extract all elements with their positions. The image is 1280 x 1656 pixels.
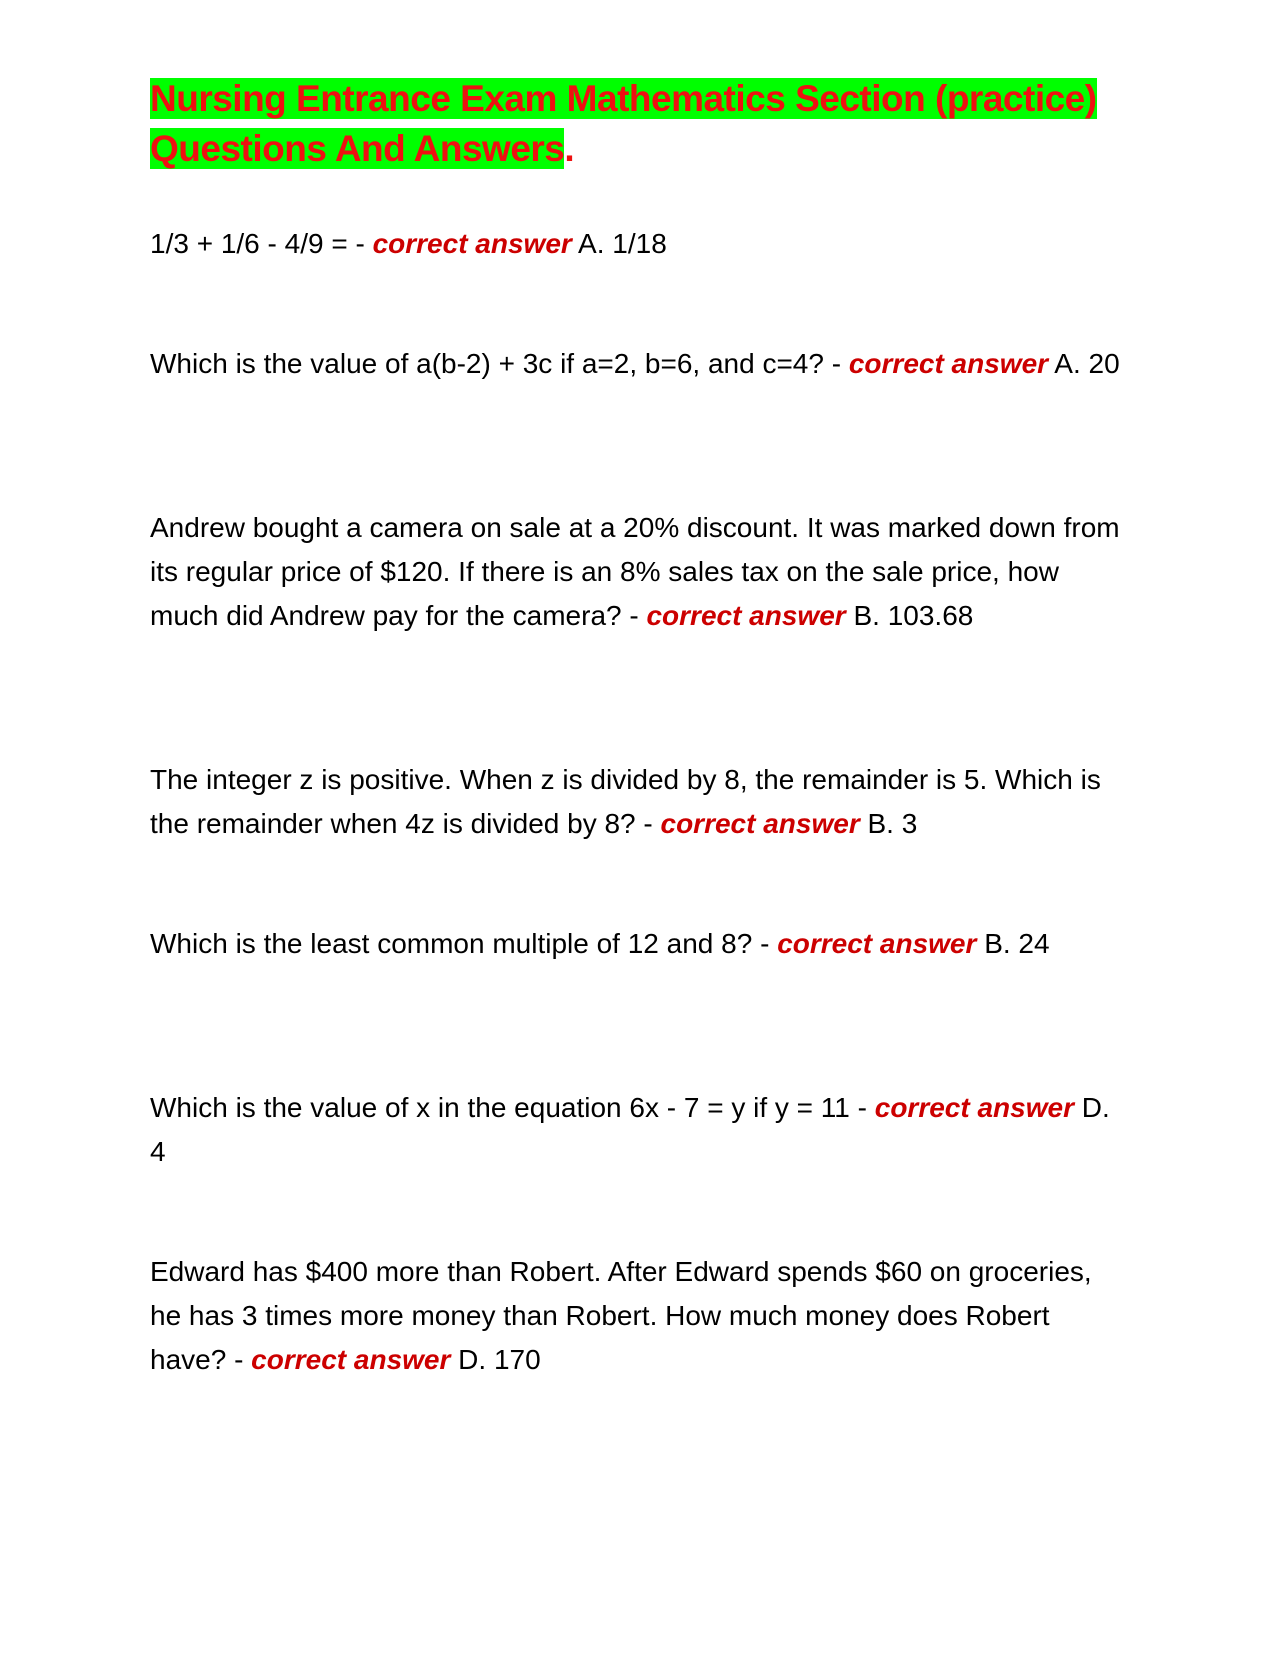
- document-title: [150, 74, 1130, 174]
- correct-answer-label: correct answer: [646, 600, 846, 631]
- answer-text: B. 3: [867, 808, 918, 839]
- question-text: Which is the value of x in the equation 6x - 7 = y if y = 11 -: [150, 1092, 875, 1123]
- question-text: Andrew bought a camera on sale at a 20% discount. It was marked down from its regular price of $120. If there is an 8% sales tax on the sale price, how much did Andrew pay for the camera? -: [150, 512, 1120, 631]
- answer-text: D. 4: [150, 1092, 1110, 1167]
- document-page: [150, 74, 1130, 1375]
- correct-answer-label: correct answer: [777, 928, 977, 959]
- answer-text: A. 20: [1054, 348, 1120, 379]
- qa-item-5: [150, 922, 1130, 966]
- qa-item-7: [150, 1250, 1130, 1382]
- correct-answer-label: correct answer: [874, 1092, 1074, 1123]
- answer-text: A. 1/18: [578, 228, 667, 259]
- answer-text: D. 170: [458, 1344, 541, 1375]
- qa-item-6: [150, 1086, 1130, 1174]
- question-text: Edward has $400 more than Robert. After Edward spends $60 on groceries, he has 3 times more money than Robert. How much money does Robert have? -: [150, 1256, 1092, 1375]
- answer-text: B. 103.68: [853, 600, 974, 631]
- title-line-1: Nursing Entrance Exam Mathematics Section (practice): [150, 78, 1097, 119]
- correct-answer-label: correct answer: [372, 228, 572, 259]
- correct-answer-label: correct answer: [251, 1344, 451, 1375]
- answer-text: B. 24: [984, 928, 1050, 959]
- qa-item-4: [150, 758, 1130, 846]
- qa-item-1: [150, 222, 1130, 266]
- qa-item-3: [150, 506, 1130, 638]
- title-period: .: [564, 128, 575, 169]
- qa-item-2: [150, 342, 1130, 386]
- question-text: The integer z is positive. When z is divided by 8, the remainder is 5. Which is the remainder when 4z is divided by 8? -: [150, 764, 1101, 839]
- question-text: 1/3 + 1/6 - 4/9 = -: [150, 228, 373, 259]
- title-line-2: Questions And Answers: [150, 128, 565, 169]
- question-text: Which is the least common multiple of 12 and 8? -: [150, 928, 778, 959]
- correct-answer-label: correct answer: [848, 348, 1049, 379]
- correct-answer-label: correct answer: [660, 808, 860, 839]
- question-text: Which is the value of a(b-2) + 3c if a=2, b=6, and c=4? -: [150, 348, 849, 379]
